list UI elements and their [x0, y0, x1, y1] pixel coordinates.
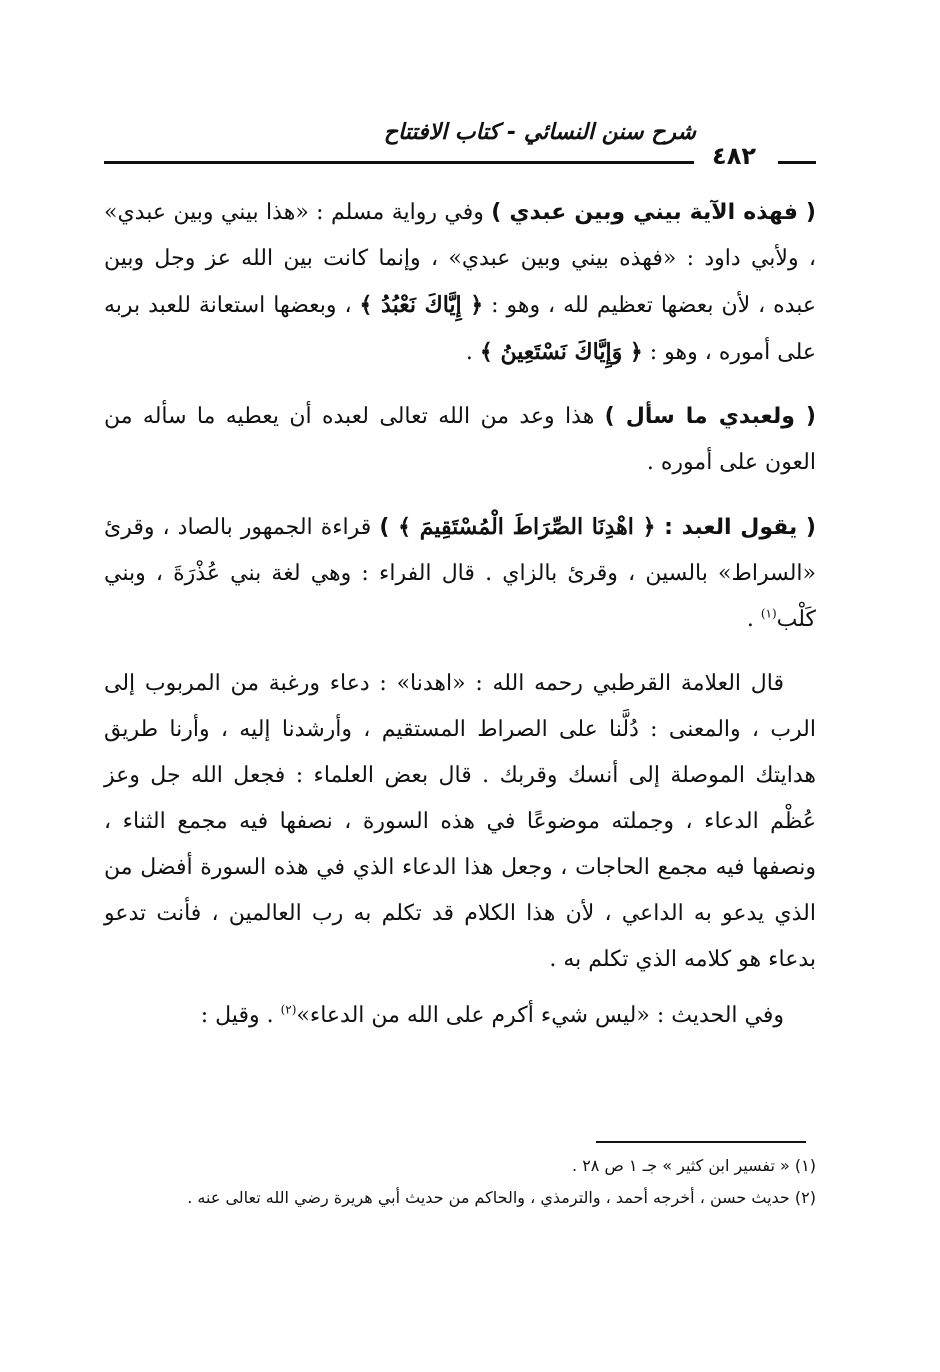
- footnote-ref-1[interactable]: (١): [760, 606, 777, 621]
- hadith-phrase-close: ): [379, 515, 399, 540]
- paragraph-text: ، وبعضها استعانة للعبد بربه على أموره ، وهو :: [104, 293, 816, 365]
- paragraph-3: [104, 504, 816, 643]
- paragraph-4: قال العلامة القرطبي رحمه الله : «اهدنا» : دعاء ورغبة من المربوب إلى الرب ، والمعنى : دُلَّنا على الصراط المستقيم ، وأرشدنا إليه ، وأرنا طريق هدايتك الموصلة إلى أنسك وقربك . قال بعض العلماء : فجعل الله جل وعز عُظْم الدعاء ، وجملته موضوعًا في هذه السورة ، نصفها فيه مجمع الثناء ، ونصفها فيه مجمع الحاجات ، وجعل هذا الدعاء الذي في هذه السورة أفضل من الذي يدعو به الداعي ، لأن هذا الكلام قد تكلم به رب العالمين ، فأنت تدعو بدعاء هو كلامه الذي تكلم به .: [104, 671, 816, 972]
- quran-verse: ﴿ إِيَّاكَ نَعْبُدُ ﴾: [359, 292, 484, 318]
- paragraph-2: [104, 394, 816, 486]
- paragraph-1: [104, 190, 816, 376]
- quran-verse: ﴿ اهْدِنَا الصِّرَاطَ الْمُسْتَقِيمَ ﴾: [398, 514, 656, 540]
- footnote-ref-2[interactable]: (٢): [280, 1002, 297, 1017]
- running-title: شرح سنن النسائي - كتاب الافتتاح: [383, 120, 696, 145]
- paragraph-text: هذا وعد من الله تعالى لعبده أن يعطيه ما سأله من العون على أموره .: [104, 404, 816, 475]
- quran-verse: ﴿ وَإِيَّاكَ نَسْتَعِينُ ﴾: [479, 339, 643, 365]
- footnote-2: (٢) حديث حسن ، أخرجه أحمد ، والترمذي ، والحاكم من حديث أبي هريرة رضي الله تعالى عنه .: [187, 1188, 816, 1207]
- hadith-phrase: ( فهذه الآية بيني وبين عبدي ): [491, 200, 816, 225]
- hadith-phrase: ( يقول العبد :: [655, 515, 816, 540]
- header-rule-short: [778, 161, 816, 164]
- paragraph-text: . وقيل :: [200, 1003, 281, 1028]
- paragraph-text: قراءة الجمهور بالصاد ، وقرئ «السراط» بالسين ، وقرئ بالزاي . قال الفراء : وهي لغة بني عُذْرَةَ ، وبني كَلْب: [104, 515, 816, 632]
- page-header: [104, 120, 816, 180]
- page-number: ٤٨٢: [712, 142, 756, 170]
- hadith-phrase: ( ولعبدي ما سأل ): [604, 404, 816, 429]
- header-rule: [104, 161, 694, 164]
- paragraph-text: .: [465, 340, 480, 365]
- paragraph-text: وفي رواية مسلم : «هذا بيني وبين عبدي» ، ولأبي داود : «فهذه بيني وبين عبدي» ، وإنما كانت بين الله عز وجل وبين عبده ، لأن بعضها تعظيم لله ، وهو :: [104, 200, 816, 318]
- footnote-separator: [596, 1141, 806, 1143]
- paragraph-text: وفي الحديث : «ليس شيء أكرم على الله من الدعاء»: [296, 1003, 784, 1028]
- main-text: [104, 190, 816, 1049]
- paragraph-text: .: [746, 607, 761, 632]
- footnote-1: (١) « تفسير ابن كثير » جـ ١ ص ٢٨ .: [572, 1156, 816, 1175]
- paragraph-5: [104, 993, 816, 1039]
- footnotes: [104, 1150, 816, 1214]
